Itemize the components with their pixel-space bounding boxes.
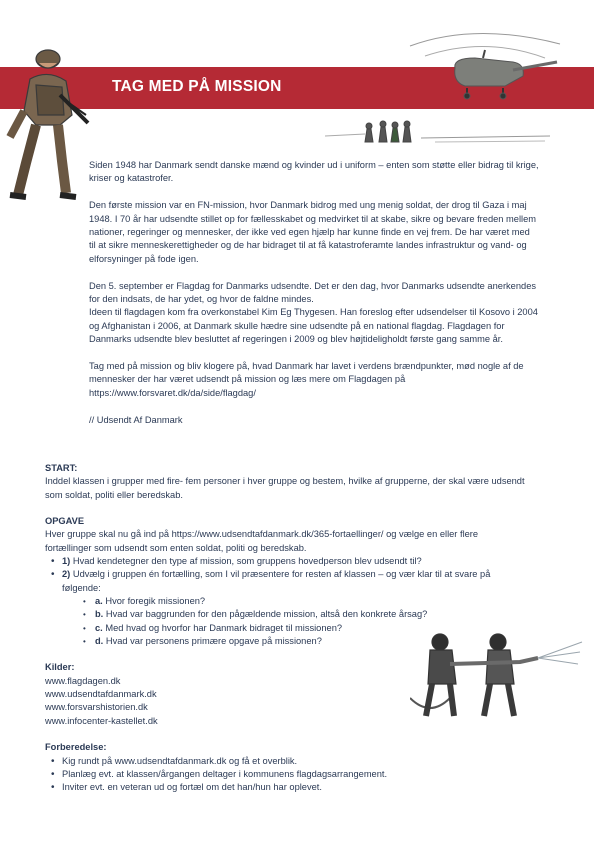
start-text: Inddel klassen i grupper med fire- fem personer i hver gruppe og bestem, hvilke af grupperne, der skal være udsendt som soldat, politi eller beredskab.: [45, 476, 525, 500]
page-title: TAG MED PÅ MISSION: [112, 78, 282, 95]
list-item: • b. Hvad var baggrunden for den pågældende mission, altså den konkrete årsag?: [62, 608, 525, 621]
question-list: [62, 595, 525, 648]
soldier-illustration: [0, 45, 95, 205]
kilder-heading: Kilder:: [45, 662, 75, 673]
intro-paragraph: Den 5. september er Flagdag for Danmarks udsendte. Det er den dag, hvor Danmarks udsendte anerkendes for den indsats, de har ydet, og hvor de faldne mindes.: [89, 280, 537, 305]
list-item: • d. Hvad var personens primære opgave på missionen?: [62, 635, 525, 648]
signature: // Udsendt Af Danmark: [89, 414, 183, 425]
source-link[interactable]: www.udsendtafdanmark.dk: [45, 689, 157, 700]
opgave-list: [45, 555, 525, 648]
intro-paragraph: Siden 1948 har Danmark sendt danske mænd og kvinder ud i uniform – enten som støtte eller bidrag til krige, kriser og katastrofer.: [89, 160, 539, 184]
intro-paragraph: Den første mission var en FN-mission, hvor Danmark bidrog med ung menig soldat, der drog til Gaza i maj 1948. I 70 år har udsendte stillet op for fællesskabet og medvirket til at skabe, sikre og bevare freden mellem nationer, regeringer og mennesker, der ikke ved egen hjælp har kunne finde en vej frem. De har været med til at sikre menneskerettigheder og de har bidraget til at få katastroferamte landes infrastruktur og vand- og elforsyninger på fode igen.: [89, 200, 536, 264]
troops-illustration: [325, 116, 555, 148]
list-item: • Inviter evt. en veteran ud og fortæl om det han/hun har oplevet.: [45, 781, 525, 794]
list-item: • Planlæg evt. at klassen/årgangen deltager i kommunens flagdagsarrangement.: [45, 768, 525, 781]
intro-section: [89, 159, 539, 427]
assignment-section: [45, 462, 525, 794]
opgave-text: Hver gruppe skal nu gå ind på https://www.udsendtafdanmark.dk/365-fortaellinger/ og vælge en eller flere fortællinger som udsendt som enten soldat, politi og beredskab.: [45, 529, 479, 553]
list-item: • c. Med hvad og hvorfor har Danmark bidraget til missionen?: [62, 622, 525, 635]
list-item: • Kig rundt på www.udsendtafdanmark.dk og få et overblik.: [45, 755, 525, 768]
source-link[interactable]: www.infocenter-kastellet.dk: [45, 715, 158, 726]
intro-paragraph: Ideen til flagdagen kom fra overkonstabel Kim Eg Thygesen. Han foreslog efter udsendelser til Kosovo i 2004 og Afghanistan i 2006, at Danmark skulle hædre sine udsendte på en national flagdag. Flagdagen for Danmarks udsendte blev besluttet af regeringen i 2009 og blev højtideligholdt første gang samme år.: [89, 307, 538, 345]
helicopter-illustration: [395, 28, 565, 106]
list-item: • a. Hvor foregik missionen?: [62, 595, 525, 608]
forberedelse-heading: Forberedelse:: [45, 742, 107, 753]
source-link[interactable]: www.forsvarshistorien.dk: [45, 702, 148, 713]
forberedelse-list: [45, 755, 525, 795]
start-heading: START:: [45, 463, 78, 473]
opgave-heading: OPGAVE: [45, 516, 85, 527]
intro-paragraph: Tag med på mission og bliv klogere på, hvad Danmark har lavet i verdens brændpunkter, mød nogle af de mennesker der har været udsendt på mission og læs mere om Flagdagen på https://www.forsvaret.dk/da/side/flagdag/: [89, 361, 524, 398]
list-item: • 2) Udvælg i gruppen én fortælling, som I vil præsentere for resten af klassen – og vær klar til at svare på følgende: • a. Hvor foregik missionen? • b. Hvad var baggrunden for den pågældende mission, altså den konkrete årsag? • c. Med hvad og hvorfor har Danmark bidraget til missionen? • d. Hvad var personens primære opgave på missionen?: [45, 568, 525, 648]
list-item: • 1) Hvad kendetegner den type af mission, som gruppens hovedperson blev udsendt til?: [45, 555, 525, 568]
source-link[interactable]: www.flagdagen.dk: [45, 675, 121, 686]
